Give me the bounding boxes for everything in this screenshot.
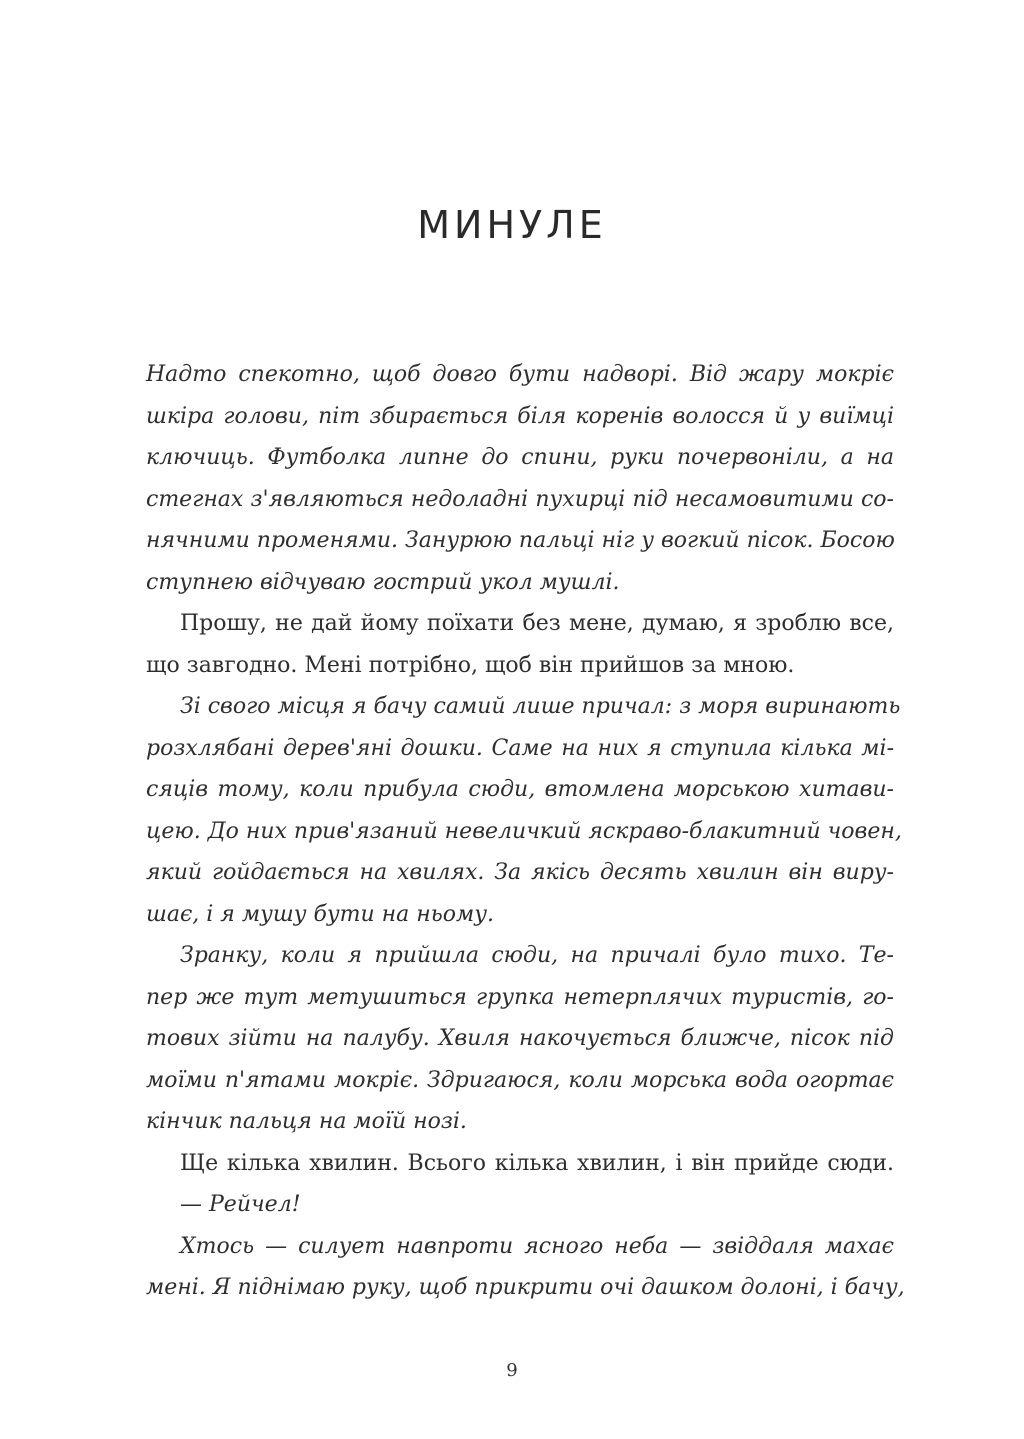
text-line: шає, і я мушу бути на ньому. <box>146 901 494 927</box>
text-line: сяців тому, коли прибула сюди, втомлена морською хитави- <box>146 777 894 802</box>
text-line: Прошу, не дай йому поїхати без мене, думаю, я зроблю все, <box>180 611 894 636</box>
text-line: ступнею відчуваю гострий укол мушлі. <box>146 569 620 595</box>
text-line: який гойдається на хвилях. За якісь десять хвилин він виру- <box>146 860 894 885</box>
text-line: шкіра голови, піт збирається біля коренів волосся й у виїмці <box>146 403 894 429</box>
text-line: Зі свого місця я бачу самий лише причал: з моря виринають <box>180 694 901 719</box>
text-line: Надто спекотно, щоб довго бути надворі. Від жару мокріє <box>146 362 894 387</box>
chapter-title: МИНУЛЕ <box>417 203 607 248</box>
text-line: нячними променями. Занурюю пальці ніг у вогкий пісок. Босою <box>146 528 895 553</box>
text-line: Зранку, коли я прийшла сюди, на причалі було тихо. Те- <box>180 943 894 968</box>
body-text <box>146 354 905 1309</box>
text-line: пер же тут метушиться групка нетерплячих туристів, го- <box>146 984 894 1010</box>
text-line: мені. Я піднімаю руку, щоб прикрити очі дашком долоні, і бачу, <box>146 1275 905 1300</box>
text-line: моїми п'ятами мокріє. Здригаюся, коли морська вода огортає <box>146 1067 894 1093</box>
text-line: що завгодно. Мені потрібно, щоб він прийшов за мною. <box>146 652 795 678</box>
text-line: стегнах з'являються недоладні пухирці під несамовитими со- <box>146 486 894 512</box>
text-line: ключиць. Футболка липне до спини, руки почервоніли, а на <box>146 445 894 470</box>
text-line: кінчик пальця на моїй нозі. <box>146 1109 467 1134</box>
page-number: 9 <box>506 1360 518 1381</box>
text-line: Ще кілька хвилин. Всього кілька хвилин, і він прийде сюди. <box>180 1150 894 1176</box>
text-line: тових зійти на палубу. Хвиля накочується ближче, пісок під <box>146 1026 894 1051</box>
text-line: — Рейчел! <box>180 1192 301 1217</box>
text-line: Хтось — силует навпроти ясного неба — звіддаля махає <box>180 1233 894 1259</box>
text-line: цею. До них прив'язаний невеличкий яскраво-блакитний човен, <box>146 818 902 844</box>
text-line: розхлябані дерев'яні дошки. Саме на них я ступила кілька мі- <box>146 735 894 761</box>
